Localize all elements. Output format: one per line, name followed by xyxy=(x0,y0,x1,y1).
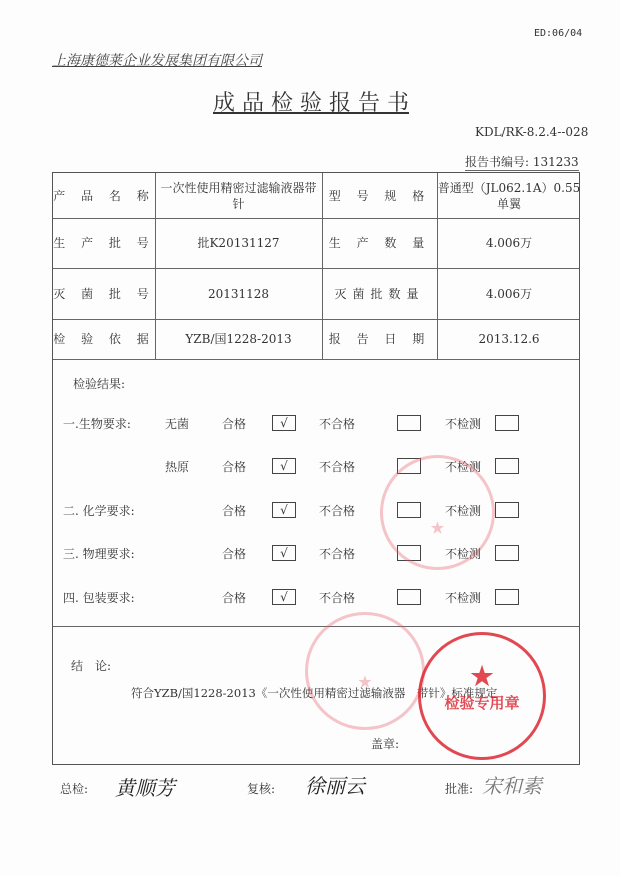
info-value: 批K20131127 xyxy=(197,236,280,250)
info-value: YZB/国1228-2013 xyxy=(185,332,292,346)
edition-code: ED:06/04 xyxy=(534,28,583,39)
results-title: 检验结果: xyxy=(73,377,126,391)
fail-label: 不合格 xyxy=(319,504,356,518)
pass-label: 合格 xyxy=(222,547,247,561)
not-tested-label: 不检测 xyxy=(445,504,482,518)
fail-label: 不合格 xyxy=(319,417,356,431)
info-label: 灭 菌 批 号 xyxy=(53,286,155,301)
report-number xyxy=(465,153,579,171)
pass-label: 合格 xyxy=(222,504,247,518)
info-value: 20131128 xyxy=(207,286,270,301)
fail-label: 不合格 xyxy=(319,591,356,605)
info-label: 报 告 日 期 xyxy=(328,332,431,346)
not-tested-label: 不检测 xyxy=(445,460,482,474)
chief-inspector-signature: 黄顺芳 xyxy=(115,776,175,800)
info-label: 检 验 依 据 xyxy=(53,332,155,346)
reviewer-label: 复核: xyxy=(247,782,276,796)
not-tested-checkbox[interactable] xyxy=(495,545,519,561)
info-value: 一次性使用精密过滤输液器带针 xyxy=(160,180,317,211)
faint-stamp-icon: ★ xyxy=(305,612,425,730)
pass-label: 合格 xyxy=(222,591,247,605)
chief-inspector-label: 总检: xyxy=(60,782,89,796)
info-value: 4.006万 xyxy=(485,286,533,301)
pass-checkbox[interactable]: √ xyxy=(272,415,296,431)
result-category-label: 一.生物要求: xyxy=(63,417,131,431)
approver-signature: 宋和素 xyxy=(482,774,542,798)
doc-code: KDL/RK-8.2.4--028 xyxy=(475,125,589,139)
not-tested-checkbox[interactable] xyxy=(495,589,519,605)
conclusion-label: 结 论: xyxy=(71,659,112,673)
faint-stamp-icon: ★ xyxy=(380,455,495,570)
not-tested-checkbox[interactable] xyxy=(495,502,519,518)
not-tested-label: 不检测 xyxy=(445,547,482,561)
company-name: 上海康德莱企业发展集团有限公司 xyxy=(52,53,262,69)
report-number-value: 131233 xyxy=(532,155,579,169)
pass-label: 合格 xyxy=(222,460,247,474)
reviewer-signature: 徐丽云 xyxy=(305,774,365,798)
fail-label: 不合格 xyxy=(319,460,356,474)
result-category-label: 四. 包装要求: xyxy=(63,591,135,605)
result-subitem-label: 无菌 xyxy=(165,417,190,431)
not-tested-checkbox[interactable] xyxy=(495,458,519,474)
pass-checkbox[interactable]: √ xyxy=(272,502,296,518)
pass-checkbox[interactable]: √ xyxy=(272,589,296,605)
not-tested-checkbox[interactable] xyxy=(495,415,519,431)
result-category-label: 三. 物理要求: xyxy=(63,547,135,561)
info-label: 生 产 批 号 xyxy=(53,236,155,250)
seal-label: 盖章: xyxy=(371,737,400,751)
info-value: 普通型（JL062.1A）0.55单翼 xyxy=(437,180,581,211)
inspection-stamp-icon: ★ 检验专用章 xyxy=(418,632,546,760)
fail-checkbox[interactable] xyxy=(397,589,421,605)
pass-checkbox[interactable]: √ xyxy=(272,545,296,561)
pass-checkbox[interactable]: √ xyxy=(272,458,296,474)
fail-label: 不合格 xyxy=(319,547,356,561)
info-label: 型 号 规 格 xyxy=(328,188,431,203)
report-number-label: 报告书编号: xyxy=(465,155,530,169)
not-tested-label: 不检测 xyxy=(445,417,482,431)
approver-label: 批准: xyxy=(445,782,474,796)
pass-label: 合格 xyxy=(222,417,247,431)
result-subitem-label: 热原 xyxy=(165,460,190,474)
fail-checkbox[interactable] xyxy=(397,415,421,431)
result-category-label: 二. 化学要求: xyxy=(63,504,135,518)
conclusion-text: 符合YZB/国1228-2013《一次性使用精密过滤输液器 带针》标准规定 xyxy=(131,686,498,700)
info-label: 灭菌批数量 xyxy=(334,286,425,301)
info-value: 2013.12.6 xyxy=(478,332,540,346)
info-value: 4.006万 xyxy=(485,236,533,250)
info-label: 生 产 数 量 xyxy=(328,236,431,250)
not-tested-label: 不检测 xyxy=(445,591,482,605)
info-label: 产 品 名 称 xyxy=(53,188,155,203)
page-title: 成 品 检 验 报 告 书 xyxy=(213,91,409,116)
